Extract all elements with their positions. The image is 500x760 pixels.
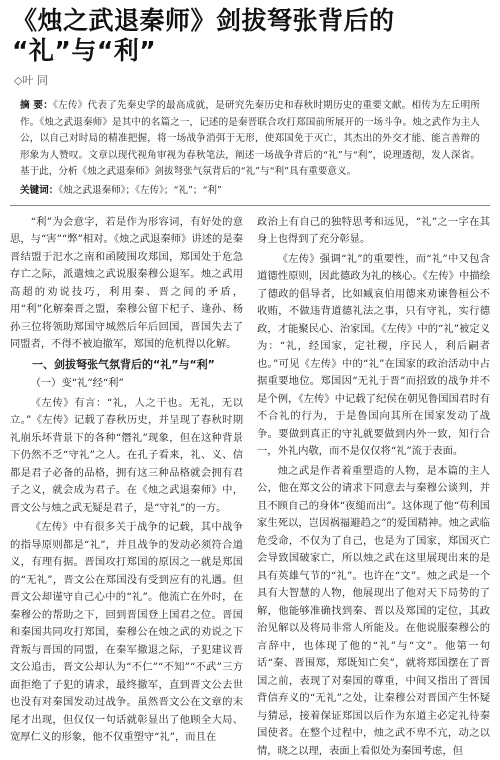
article-title [12, 6, 490, 66]
keywords-label: 关键词： [20, 185, 58, 196]
body-columns [10, 214, 490, 654]
paragraph: 政治上有自己的独特思考和远见，“礼”之一字在其身上也得到了充分彰显。 [257, 214, 490, 249]
paragraph: “利”为会意字，若是作为形容词，有好处的意思，与“害”“弊”相对。《烛之武退秦师》讲述的是秦晋结盟于汜水之南和函陵围攻郑国，郑国处于危急存亡之际，派遣烛之武说服秦穆公退军。烛之武用高超的劝说技巧，利用秦、晋之间的矛盾，用“利”化解秦晋之盟，秦穆公留下杞子、逢孙、杨孙三位将领助郑国守城然后年后回国，晋国失去了同盟者，不得不被迫撤军，郑国的危机得以化解。 [10, 214, 243, 354]
keywords [20, 183, 480, 199]
paragraph: 《左传》中有很多关于战争的记载，其中战争的指导原则都是“礼”，并且战争的发动必须符合道义，有理有据。晋国攻打郑国的原因之一就是郑国的“无礼”，晋文公在郑国没有受到应有的礼遇。但晋文公却谨守自己心中的“礼”。他流亡在外时，在秦穆公的帮助之下，回到晋国登上国君之位。晋国和秦国共同攻打郑国，秦穆公在烛之武的劝说之下背叛与晋国的同盟，在秦军撤退之际，子犯建议晋文公追击，晋文公却认为“不仁”“不知”“不武”三方面拒绝了子犯的请求，最终撤军，直到晋文公去世也没有对秦国发动过战争。虽然晋文公在文章的末尾才出现，但仅仅一句话就彰显出了他顾全大局、宽厚仁义的形象，他不仅重塑守“礼”，而且在 [10, 519, 243, 747]
paragraph: 《左传》有言：“礼，人之干也。无礼，无以立。”《左传》记载了春秋历史，并呈现了春秋时期礼崩乐坏背景下的各种“僭礼”现象，但在这种背景下仍然不乏“守礼”之人。在孔子看来，礼、义、信都是君子必备的品格，拥有这三种品格就会拥有君子之义，就会成为君子。在《烛之武退秦师》中，晋文公与烛之武无疑是君子，是“守礼”的一方。 [10, 395, 243, 518]
title-line-2: “礼”与“利” [12, 36, 490, 66]
left-column [10, 214, 243, 654]
abstract [20, 98, 480, 181]
right-column [257, 214, 490, 654]
subsection-heading: （一）变“礼”经“利” [10, 375, 243, 393]
divider [10, 205, 490, 206]
author-byline: ◇叶 同 [14, 72, 490, 88]
abstract-text: 《左传》代表了先秦史学的最高成就，是研究先秦历史和春秋时期历史的重要文献。相传为左丘明所作。《烛之武退秦师》是其中的名篇之一，记述的是秦晋联合攻打郑国前所展开的一场斗争。烛之武作为主人公，以自己对时局的精准把握，将一场战争消弭于无形，使郑国免于灭亡，其杰出的外交才能、能言善辩的形象为人赞叹。文章以现代视角审视为春秋笔法，阐述一场战争背后的“礼”与“利”，说理透彻，发人深省。基于此，分析《烛之武退秦师》剑拔弩张气氛背后的“礼”与“利”具有重要意义。 [20, 100, 480, 177]
paragraph: 烛之武是作者着重塑造的人物，是本篇的主人公，他在郑文公的请求下同意去与秦穆公谈判，并且不顾自己的身体“夜缒而出”。这体现了他“苟利国家生死以，岂因祸福避趋之”的爱国精神。烛之武临危受命，不仅为了自己，也是为了国家，郑国灭亡会导致国破家亡，所以烛之武在这里展现出来的是具有英雄气节的“礼”。也许在“文”。烛之武是一个具有大智慧的人物，他展现出了他对天下局势的了解，他能够准确找到秦、晋以及郑国的定位，其政治见解以及将局非常人所能及。在他说服秦穆公的言辞中，也体现了他的“礼”与“文”。他第一句话“秦、晋围郑，郑既知亡矣”，就将郑国摆在了晋国之前，表现了对秦国的尊重，中间又指出了晋国背信弃义的“无礼”之处，让秦穆公对晋国产生怀疑与猜忌，接着保证郑国以后作为东道主必定礼待秦国使者。在整个过程中，烛之武不卑不亢，动之以情，晓之以理，表面上看似处为秦国考虑，但 [257, 463, 490, 760]
section-heading: 一、剑拔弩张气氛背后的“礼”与“利” [10, 356, 243, 374]
keywords-text: 《烛之武退秦师》；《左传》；“礼”；“利” [58, 185, 222, 196]
abstract-label: 摘 要： [20, 100, 53, 111]
title-line-1: 《烛之武退秦师》剑拔弩张背后的 [12, 6, 490, 36]
paragraph: 《左传》强调“礼”的重要性，而“礼”中又包含道德性原则，因此德政为礼的核心。《左传》中描绘了德政的倡导者，比如臧哀伯用德来劝谏鲁桓公不收贿，不做违背道德礼法之事，只有守礼，实行德政，才能聚民心、治家国。《左传》中的“礼”被定义为：“礼，经国家，定社稷，序民人，利后嗣者也。”可见《左传》中的“礼”在国家的政治活动中占据重要地位。郑国因“无礼于晋”而招致的战争并不是个例，《左传》中记载了纪侯在朝见鲁国国君时有不合礼的行为，于是鲁国向其所在国家发动了战争。要做到真正的守礼就要做到内外一致，知行合一，外礼内敬，而不是仅仅将“礼”流于表面。 [257, 251, 490, 461]
